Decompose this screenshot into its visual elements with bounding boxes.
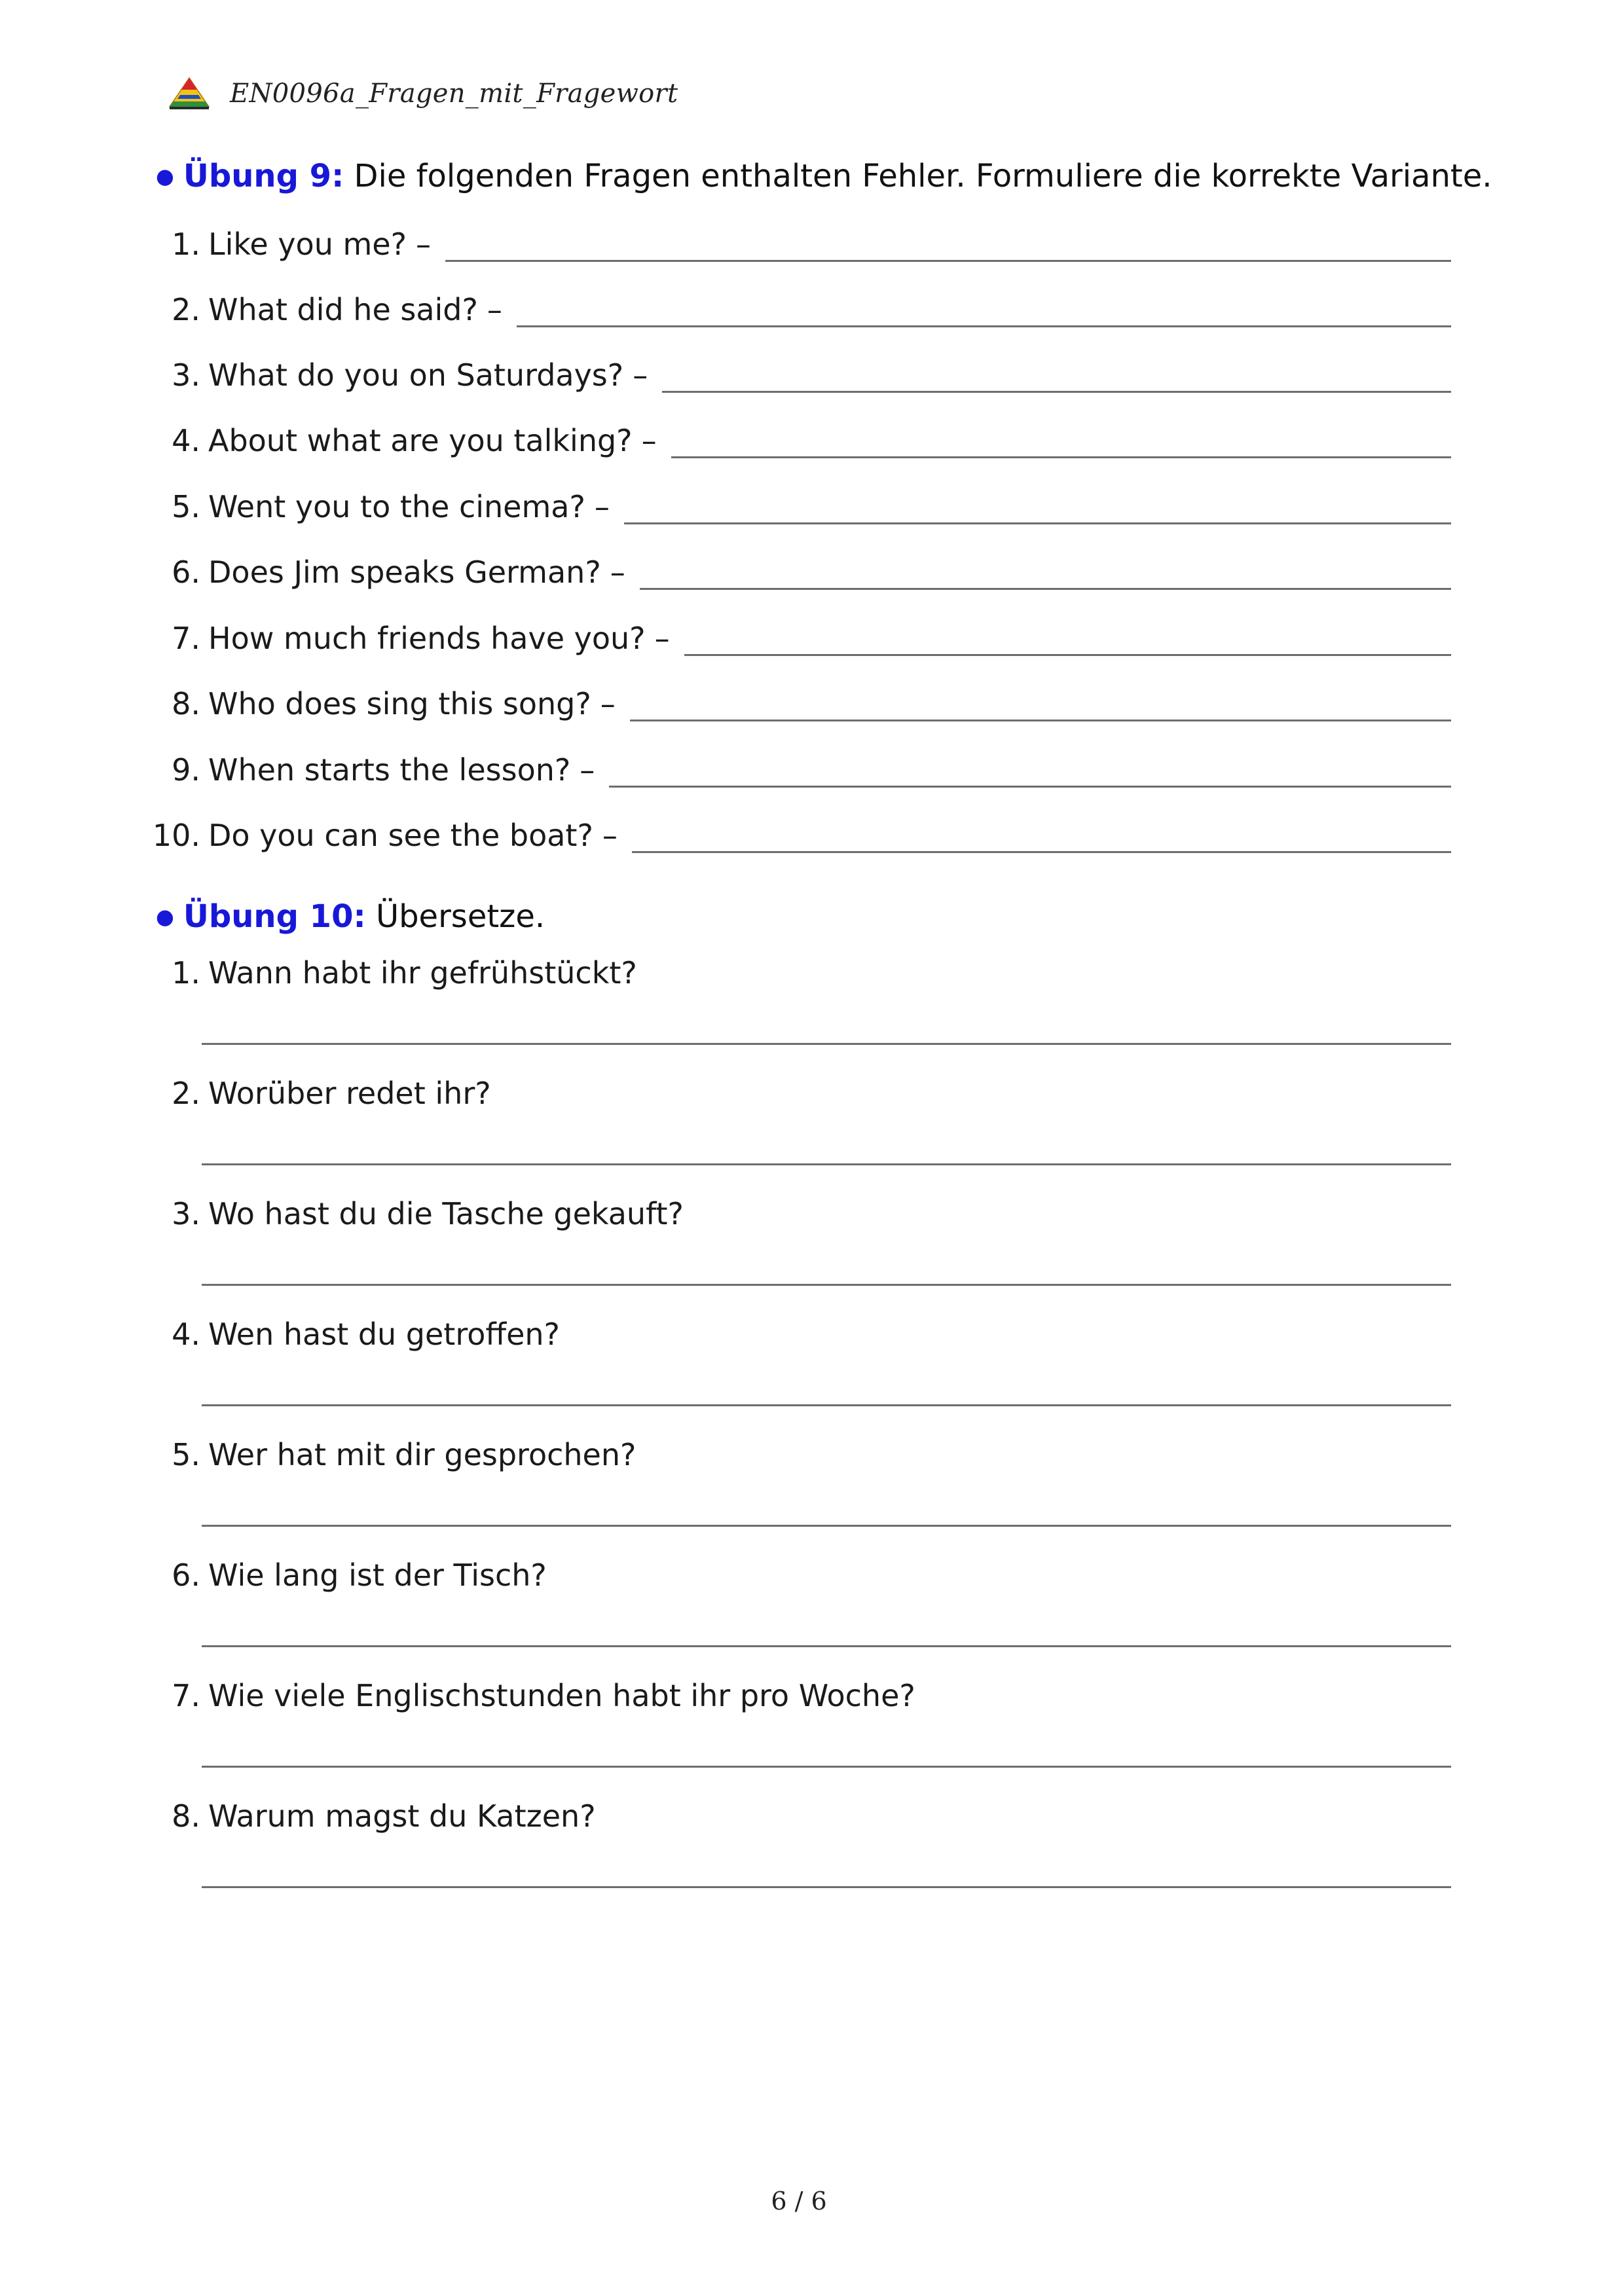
faulty-question: What do you on Saturdays? [208, 357, 624, 393]
translation-item [144, 1196, 1451, 1290]
dash-separator: – [580, 752, 595, 788]
correction-row [144, 485, 1451, 524]
correction-row [144, 617, 1451, 656]
dash-separator: – [641, 423, 657, 458]
faulty-question: How much friends have you? [208, 621, 646, 656]
answer-line[interactable] [517, 324, 1451, 327]
item-number: 6. [172, 1558, 200, 1593]
translation-item [144, 1078, 1451, 1170]
exercise-9-heading [156, 160, 1492, 192]
exercise-10-label: Übung 10: [183, 898, 366, 935]
dash-separator: – [594, 489, 610, 524]
dash-separator: – [600, 686, 616, 721]
item-number: 3. [172, 1196, 200, 1231]
translation-prompt [144, 1798, 1451, 1834]
item-number: 7. [172, 621, 200, 656]
translation-prompt [144, 955, 1451, 991]
dash-separator: – [487, 292, 502, 327]
correction-row [144, 288, 1451, 327]
translation-item [144, 1560, 1451, 1652]
item-number: 9. [172, 752, 200, 788]
item-number: 5. [172, 1437, 200, 1472]
answer-line[interactable] [202, 1645, 1451, 1647]
faulty-question: What did he said? [208, 292, 478, 327]
document-name: EN0096a_Fragen_mit_Fragewort [230, 79, 678, 109]
item-number: 4. [172, 423, 200, 458]
answer-line[interactable] [202, 1163, 1451, 1165]
translation-prompt [144, 1196, 1451, 1231]
answer-line[interactable] [202, 1525, 1451, 1527]
dash-separator: – [602, 818, 618, 853]
page-header [168, 71, 678, 117]
translation-prompt [144, 1558, 1451, 1593]
translation-item [144, 1798, 1451, 1893]
translation-prompt [144, 1437, 1451, 1472]
item-number: 6. [172, 555, 200, 590]
faulty-question: Who does sing this song? [208, 686, 591, 721]
answer-line[interactable] [640, 587, 1451, 590]
answer-line[interactable] [202, 1886, 1451, 1888]
item-number: 10. [152, 818, 200, 853]
translation-prompt [144, 1076, 1451, 1111]
bullet-icon: ● [156, 904, 174, 929]
faulty-question: Do you can see the boat? [208, 818, 593, 853]
exercise-9-instruction: Die folgenden Fragen enthalten Fehler. Formuliere die korrekte Variante. [354, 158, 1492, 194]
german-question: Wie lang ist der Tisch? [208, 1558, 547, 1593]
translation-prompt [144, 1678, 1451, 1713]
correction-row [144, 419, 1451, 458]
answer-line[interactable] [624, 521, 1451, 524]
german-question: Wann habt ihr gefrühstückt? [208, 955, 637, 991]
answer-line[interactable] [671, 455, 1451, 458]
answer-line[interactable] [632, 850, 1451, 853]
answer-line[interactable] [662, 390, 1451, 393]
item-number: 4. [172, 1317, 200, 1352]
translation-prompt [144, 1317, 1451, 1352]
item-number: 8. [172, 1798, 200, 1834]
item-number: 1. [172, 955, 200, 991]
german-question: Wer hat mit dir gesprochen? [208, 1437, 637, 1472]
faulty-question: Like you me? [208, 227, 407, 262]
faulty-question: About what are you talking? [208, 423, 633, 458]
item-number: 7. [172, 1678, 200, 1713]
german-question: Worüber redet ihr? [208, 1076, 491, 1111]
dash-separator: – [633, 357, 648, 393]
dash-separator: – [654, 621, 670, 656]
faulty-question: When starts the lesson? [208, 752, 571, 788]
item-number: 8. [172, 686, 200, 721]
dash-separator: – [416, 227, 431, 262]
dash-separator: – [610, 555, 625, 590]
exercise-10-instruction: Übersetze. [375, 898, 545, 935]
answer-line[interactable] [609, 784, 1451, 788]
correction-row [144, 551, 1451, 590]
answer-line[interactable] [202, 1284, 1451, 1286]
answer-line[interactable] [202, 1043, 1451, 1045]
answer-line[interactable] [630, 718, 1451, 721]
item-number: 2. [172, 1076, 200, 1111]
german-question: Wo hast du die Tasche gekauft? [208, 1196, 684, 1231]
translation-item [144, 1319, 1451, 1411]
german-question: Wen hast du getroffen? [208, 1317, 560, 1352]
faulty-question: Went you to the cinema? [208, 489, 585, 524]
publisher-logo-icon [168, 77, 210, 111]
german-question: Wie viele Englischstunden habt ihr pro Woche? [208, 1678, 915, 1713]
item-number: 3. [172, 357, 200, 393]
correction-row [144, 223, 1451, 262]
exercise-9-label: Übung 9: [183, 158, 344, 194]
page-number: 6 / 6 [771, 2187, 827, 2215]
correction-row [144, 814, 1451, 853]
exercise-10-heading [156, 898, 545, 935]
bullet-icon: ● [156, 164, 174, 189]
item-number: 1. [172, 227, 200, 262]
answer-line[interactable] [445, 259, 1451, 262]
correction-row [144, 682, 1451, 721]
translation-item [144, 1678, 1451, 1772]
german-question: Warum magst du Katzen? [208, 1798, 596, 1834]
translation-item [144, 1437, 1451, 1531]
item-number: 5. [172, 489, 200, 524]
translation-item [144, 955, 1451, 1049]
correction-row [144, 748, 1451, 788]
item-number: 2. [172, 292, 200, 327]
answer-line[interactable] [202, 1766, 1451, 1768]
faulty-question: Does Jim speaks German? [208, 555, 601, 590]
correction-row [144, 354, 1451, 393]
answer-line[interactable] [684, 653, 1451, 656]
answer-line[interactable] [202, 1404, 1451, 1406]
